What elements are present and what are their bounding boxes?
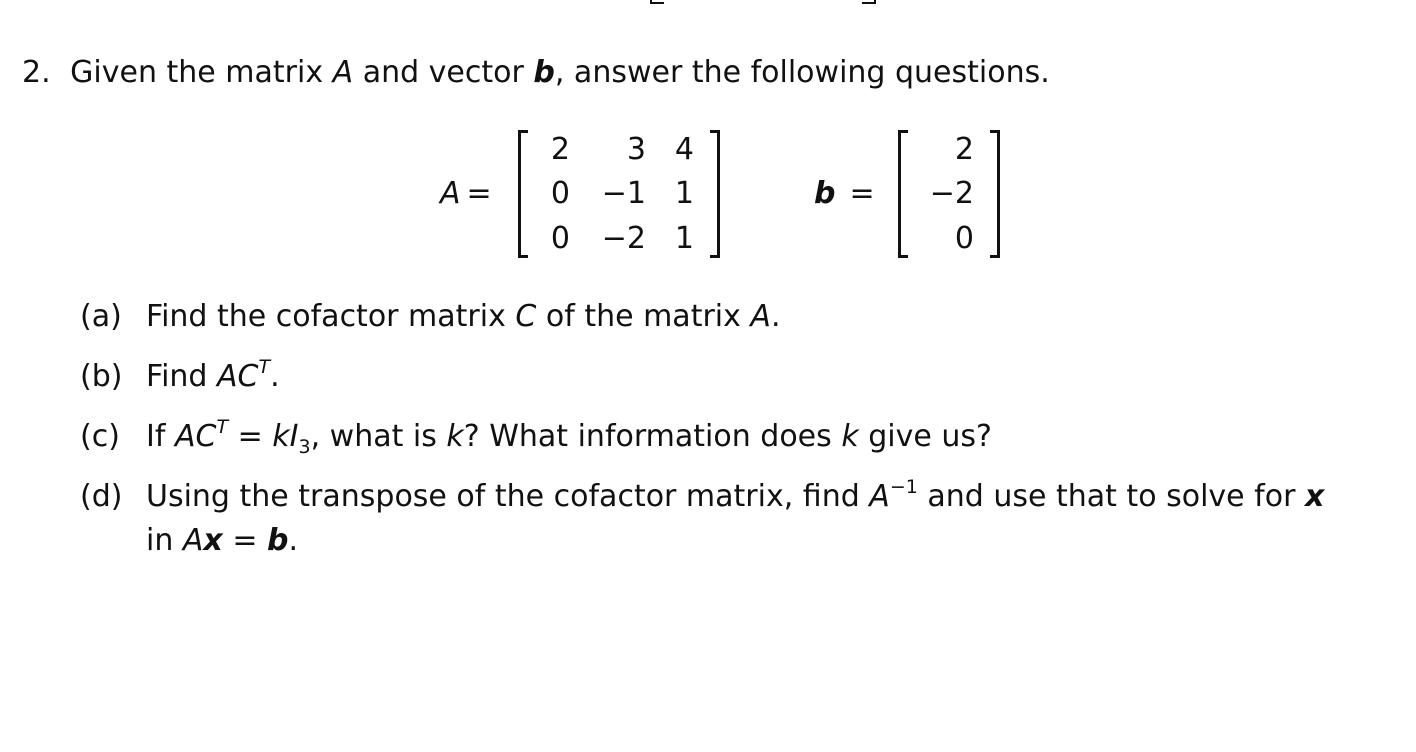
vector-b-cell: 0: [954, 221, 974, 256]
matrix-a-cell: 0: [550, 221, 570, 256]
matrix-a-cell: 3: [626, 132, 646, 167]
question-c-text: If $AC^T = kI_3$, what is k? What information does k give us?: [146, 416, 992, 458]
matrix-a-cell: 1: [674, 221, 694, 256]
vector-b-cell: −2: [929, 176, 974, 211]
question-a-text: Find the cofactor matrix C of the matrix A.: [146, 299, 781, 334]
problem-number: 2.: [22, 55, 51, 90]
matrix-a-label: A =: [440, 176, 492, 211]
question-b-text: Find $AC^T$.: [146, 356, 280, 394]
vector-b-label: b =: [814, 176, 875, 211]
matrix-a-cell: −1: [601, 176, 646, 211]
problem-statement: 2. Given the matrix A and vector b, answer the following questions.: [22, 55, 1050, 90]
matrix-a-cell: 4: [674, 132, 694, 167]
matrix-a-cell: 1: [674, 176, 694, 211]
equations-block: [0, 128, 1416, 264]
question-d-text-line1: Using the transpose of the cofactor matrix, find $A^{-1}$ and use that to solve for x: [146, 476, 1325, 514]
vector-b-right-bracket: [990, 130, 1000, 258]
vector-b-left-bracket: [898, 130, 908, 258]
question-d-text-line2: in Ax = b.: [146, 523, 299, 558]
top-right-bracket-mark: [862, 0, 876, 4]
question-b-label: (b): [80, 359, 123, 394]
matrix-a-cell: −2: [601, 221, 646, 256]
vector-b-cell: 2: [954, 132, 974, 167]
question-d-label: (d): [80, 479, 123, 514]
matrix-a-cell: 2: [550, 132, 570, 167]
top-left-bracket-mark: [650, 0, 664, 4]
matrix-a-right-bracket: [710, 130, 720, 258]
matrix-a-cell: 0: [550, 176, 570, 211]
question-a-label: (a): [80, 299, 122, 334]
question-c-label: (c): [80, 419, 120, 454]
